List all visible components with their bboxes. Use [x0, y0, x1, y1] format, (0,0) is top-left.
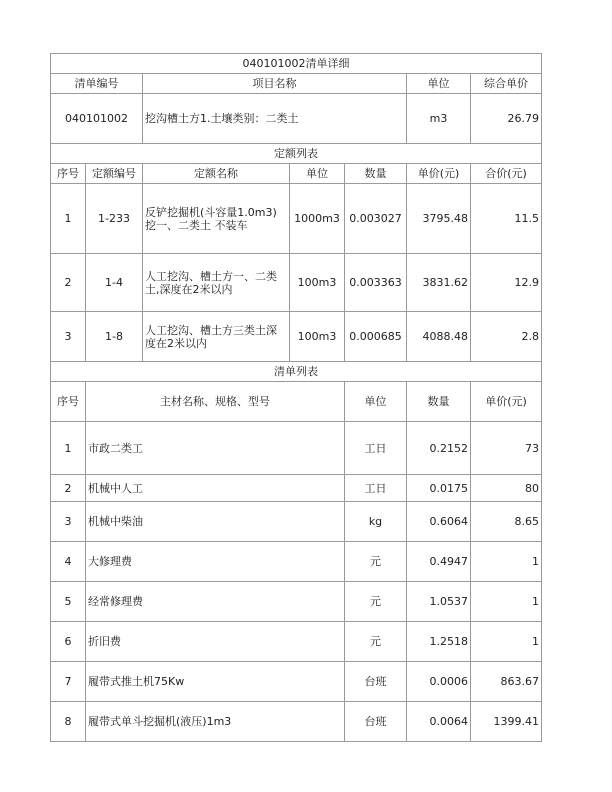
material-seq: 8 — [51, 702, 86, 742]
material-price: 73 — [471, 422, 542, 475]
material-price: 1 — [471, 582, 542, 622]
title-row — [51, 54, 542, 74]
quota-qty-header: 数量 — [345, 164, 407, 184]
material-seq: 3 — [51, 502, 86, 542]
quota-section-title: 定额列表 — [51, 144, 542, 164]
quota-total-header: 合价(元) — [471, 164, 542, 184]
material-name: 机械中人工 — [86, 475, 345, 502]
material-unit: 台班 — [345, 702, 407, 742]
sheet-title: 040101002清单详细 — [51, 54, 542, 74]
quota-price: 3831.62 — [407, 254, 471, 312]
bill-unit-price: 26.79 — [471, 94, 542, 144]
quota-name: 反铲挖掘机(斗容量1.0m3)挖一、二类土 不装车 — [143, 184, 290, 254]
material-row — [51, 422, 542, 475]
material-seq: 4 — [51, 542, 86, 582]
material-name: 履带式单斗挖掘机(液压)1m3 — [86, 702, 345, 742]
quota-total: 2.8 — [471, 312, 542, 362]
material-header-row — [51, 382, 542, 422]
quota-name: 人工挖沟、槽土方一、二类土,深度在2米以内 — [143, 254, 290, 312]
quota-row — [51, 312, 542, 362]
material-qty: 0.6064 — [407, 502, 471, 542]
quota-header-row — [51, 164, 542, 184]
quota-qty: 0.000685 — [345, 312, 407, 362]
material-qty: 0.2152 — [407, 422, 471, 475]
material-price: 1399.41 — [471, 702, 542, 742]
material-qty: 0.0175 — [407, 475, 471, 502]
material-qty: 1.0537 — [407, 582, 471, 622]
quota-price-header: 单价(元) — [407, 164, 471, 184]
material-row — [51, 542, 542, 582]
material-row — [51, 582, 542, 622]
material-row — [51, 502, 542, 542]
material-seq: 6 — [51, 622, 86, 662]
quota-row — [51, 254, 542, 312]
material-row — [51, 702, 542, 742]
bill-unit-price-header: 综合单价 — [471, 74, 542, 94]
material-name: 市政二类工 — [86, 422, 345, 475]
quota-code-header: 定额编号 — [86, 164, 143, 184]
material-name: 机械中柴油 — [86, 502, 345, 542]
bill-name-header: 项目名称 — [143, 74, 407, 94]
material-row — [51, 622, 542, 662]
quota-seq: 1 — [51, 184, 86, 254]
quota-seq: 3 — [51, 312, 86, 362]
quota-price: 4088.48 — [407, 312, 471, 362]
quota-total: 11.5 — [471, 184, 542, 254]
material-row — [51, 662, 542, 702]
material-unit: 台班 — [345, 662, 407, 702]
material-name: 折旧费 — [86, 622, 345, 662]
material-unit: 元 — [345, 542, 407, 582]
material-qty: 1.2518 — [407, 622, 471, 662]
material-price: 80 — [471, 475, 542, 502]
quota-seq-header: 序号 — [51, 164, 86, 184]
bill-header-row — [51, 74, 542, 94]
material-qty: 0.4947 — [407, 542, 471, 582]
material-seq: 2 — [51, 475, 86, 502]
quota-unit-header: 单位 — [290, 164, 345, 184]
material-unit: kg — [345, 502, 407, 542]
quota-section-row — [51, 144, 542, 164]
material-seq: 7 — [51, 662, 86, 702]
quota-price: 3795.48 — [407, 184, 471, 254]
quota-row — [51, 184, 542, 254]
material-seq: 5 — [51, 582, 86, 622]
material-name: 履带式推土机75Kw — [86, 662, 345, 702]
quota-name: 人工挖沟、槽土方三类土深度在2米以内 — [143, 312, 290, 362]
quota-code: 1-233 — [86, 184, 143, 254]
material-price-header: 单价(元) — [471, 382, 542, 422]
bill-name: 挖沟槽土方1.土壤类别：二类土 — [143, 94, 407, 144]
bill-unit: m3 — [407, 94, 471, 144]
bill-code-header: 清单编号 — [51, 74, 143, 94]
material-name: 经常修理费 — [86, 582, 345, 622]
material-qty: 0.0064 — [407, 702, 471, 742]
quota-seq: 2 — [51, 254, 86, 312]
material-unit-header: 单位 — [345, 382, 407, 422]
quota-total: 12.9 — [471, 254, 542, 312]
material-name: 大修理费 — [86, 542, 345, 582]
material-unit: 元 — [345, 582, 407, 622]
quota-code: 1-8 — [86, 312, 143, 362]
material-unit: 工日 — [345, 422, 407, 475]
material-seq: 1 — [51, 422, 86, 475]
bill-code: 040101002 — [51, 94, 143, 144]
material-qty-header: 数量 — [407, 382, 471, 422]
material-price: 1 — [471, 542, 542, 582]
material-seq-header: 序号 — [51, 382, 86, 422]
quota-qty: 0.003027 — [345, 184, 407, 254]
bill-row — [51, 94, 542, 144]
material-price: 1 — [471, 622, 542, 662]
material-section-title: 清单列表 — [51, 362, 542, 382]
material-row — [51, 475, 542, 502]
bill-unit-header: 单位 — [407, 74, 471, 94]
quota-unit: 1000m3 — [290, 184, 345, 254]
material-unit: 元 — [345, 622, 407, 662]
material-name-header: 主材名称、规格、型号 — [86, 382, 345, 422]
quota-unit: 100m3 — [290, 312, 345, 362]
material-price: 8.65 — [471, 502, 542, 542]
quota-unit: 100m3 — [290, 254, 345, 312]
material-price: 863.67 — [471, 662, 542, 702]
bill-detail-table — [50, 53, 542, 742]
quota-code: 1-4 — [86, 254, 143, 312]
quota-name-header: 定额名称 — [143, 164, 290, 184]
quota-qty: 0.003363 — [345, 254, 407, 312]
material-section-row — [51, 362, 542, 382]
material-unit: 工日 — [345, 475, 407, 502]
material-qty: 0.0006 — [407, 662, 471, 702]
